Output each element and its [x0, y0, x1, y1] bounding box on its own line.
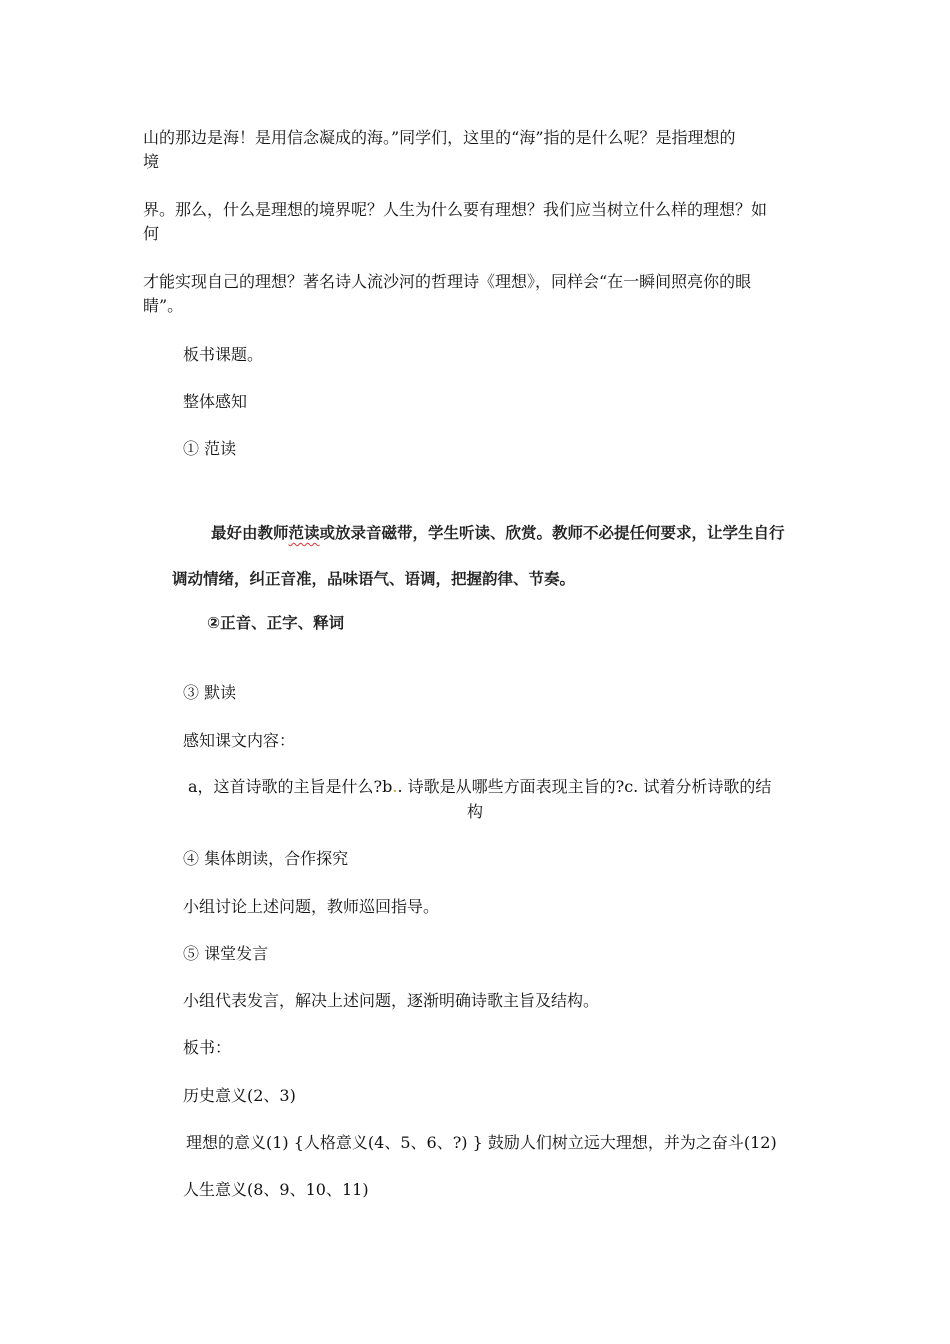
- group-representative-speaking: 小组代表发言，解决上述问题，逐渐明确诗歌主旨及结构。: [183, 991, 600, 1010]
- question-b: . 诗歌是从哪些方面表现主旨的?c. 试着分析诗歌的结: [397, 777, 772, 796]
- blackboard-title-step: 板书课题。: [183, 345, 264, 364]
- question-line-wrap: 构: [467, 802, 484, 821]
- ideal-meaning: 理想的意义(1) {人格意义(4、5、6、?) } 鼓励人们树立远大理想，并为之奋斗(12): [186, 1133, 777, 1152]
- intro-line-1: 山的那边是海！是用信念凝成的海。”同学们，这里的“海”指的是什么呢？是指理想的: [143, 128, 736, 147]
- step-5-class-speaking: ⑤ 课堂发言: [183, 944, 269, 963]
- scanned-line-2: 调动情绪，纠正音准，品味语气、语调，把握韵律、节奏。: [172, 570, 576, 588]
- question-a: a，这首诗歌的主旨是什么?b: [188, 777, 393, 796]
- intro-line-3-wrap: 睛”。: [143, 296, 184, 315]
- step-4-group-reading: ④ 集体朗读，合作探究: [183, 849, 349, 868]
- intro-line-1-wrap: 境: [143, 152, 160, 171]
- scanned-line-1-wavy: 范读: [288, 524, 320, 542]
- scanned-line-3: ②正音、正字、释词: [207, 614, 345, 632]
- step-1-model-reading: ① 范读: [183, 439, 237, 458]
- scanned-line-1-post: 或放录音磁带，学生听读、欣赏。教师不必提任何要求，让学生自行: [319, 524, 785, 542]
- question-dot-mark: .: [392, 777, 398, 796]
- step-3-silent-reading: ③ 默读: [183, 683, 237, 702]
- question-line: [188, 777, 771, 797]
- intro-line-2-wrap: 何: [143, 224, 160, 243]
- life-meaning: 人生意义(8、9、10、11): [183, 1180, 369, 1199]
- overall-perception-heading: 整体感知: [183, 392, 248, 411]
- history-meaning: 历史意义(2、3): [183, 1086, 296, 1105]
- intro-line-3: 才能实现自己的理想？著名诗人流沙河的哲理诗《理想》，同样会“在一瞬间照亮你的眼: [143, 272, 752, 291]
- group-discussion: 小组讨论上述问题，教师巡回指导。: [183, 897, 440, 916]
- perceive-content-heading: 感知课文内容：: [183, 731, 296, 750]
- intro-line-2: 界。那么，什么是理想的境界呢？人生为什么要有理想？我们应当树立什么样的理想？如: [143, 200, 768, 219]
- blackboard-heading: 板书：: [183, 1038, 232, 1057]
- scanned-line-1-pre: 最好由教师: [211, 524, 289, 542]
- scanned-line-1: [211, 523, 785, 543]
